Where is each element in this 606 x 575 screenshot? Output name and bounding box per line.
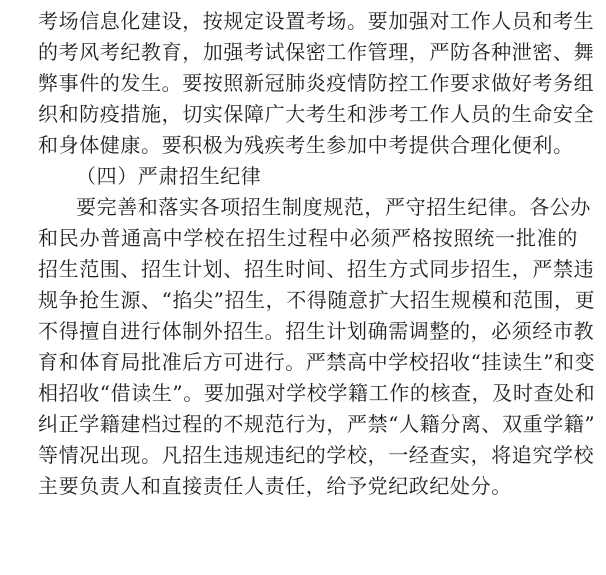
- paragraph-line: 主要负责人和直接责任人责任，给予党纪政纪处分。: [38, 474, 512, 498]
- paragraph-line: 等情况出现。凡招生违规违纪的学校，一经查实，将追究学校: [38, 443, 595, 467]
- paragraph-line: 考场信息化建设，按规定设置考场。要加强对工作人员和考生: [38, 9, 595, 33]
- paragraph-line: 要完善和落实各项招生制度规范，严守招生纪律。各公办: [76, 195, 591, 219]
- paragraph-line: 的考风考纪教育，加强考试保密工作管理，严防各种泄密、舞: [38, 40, 595, 64]
- paragraph-line: 织和防疫措施，切实保障广大考生和涉考工作人员的生命安全: [38, 102, 595, 126]
- paragraph-line: 弊事件的发生。要按照新冠肺炎疫情防控工作要求做好考务组: [38, 71, 595, 95]
- paragraph-line: 纠正学籍建档过程的不规范行为，严禁“人籍分离、双重学籍”: [38, 412, 596, 436]
- paragraph-line: 和民办普通高中学校在招生过程中必须严格按照统一批准的: [38, 226, 578, 250]
- paragraph-line: 招生范围、招生计划、招生时间、招生方式同步招生，严禁违: [38, 257, 595, 281]
- paragraph-line: 育和体育局批准后方可进行。严禁高中学校招收“挂读生”和变: [38, 350, 596, 374]
- paragraph-line: 规争抢生源、“掐尖”招生，不得随意扩大招生规模和范围，更: [38, 288, 596, 312]
- section-heading: （四）严肃招生纪律: [76, 164, 262, 188]
- paragraph-line: 不得擅自进行体制外招生。招生计划确需调整的，必须经市教: [38, 319, 595, 343]
- paragraph-line: 相招收“借读生”。要加强对学校学籍工作的核查，及时查处和: [38, 381, 596, 405]
- paragraph-line: 和身体健康。要积极为残疾考生参加中考提供合理化便利。: [38, 133, 574, 157]
